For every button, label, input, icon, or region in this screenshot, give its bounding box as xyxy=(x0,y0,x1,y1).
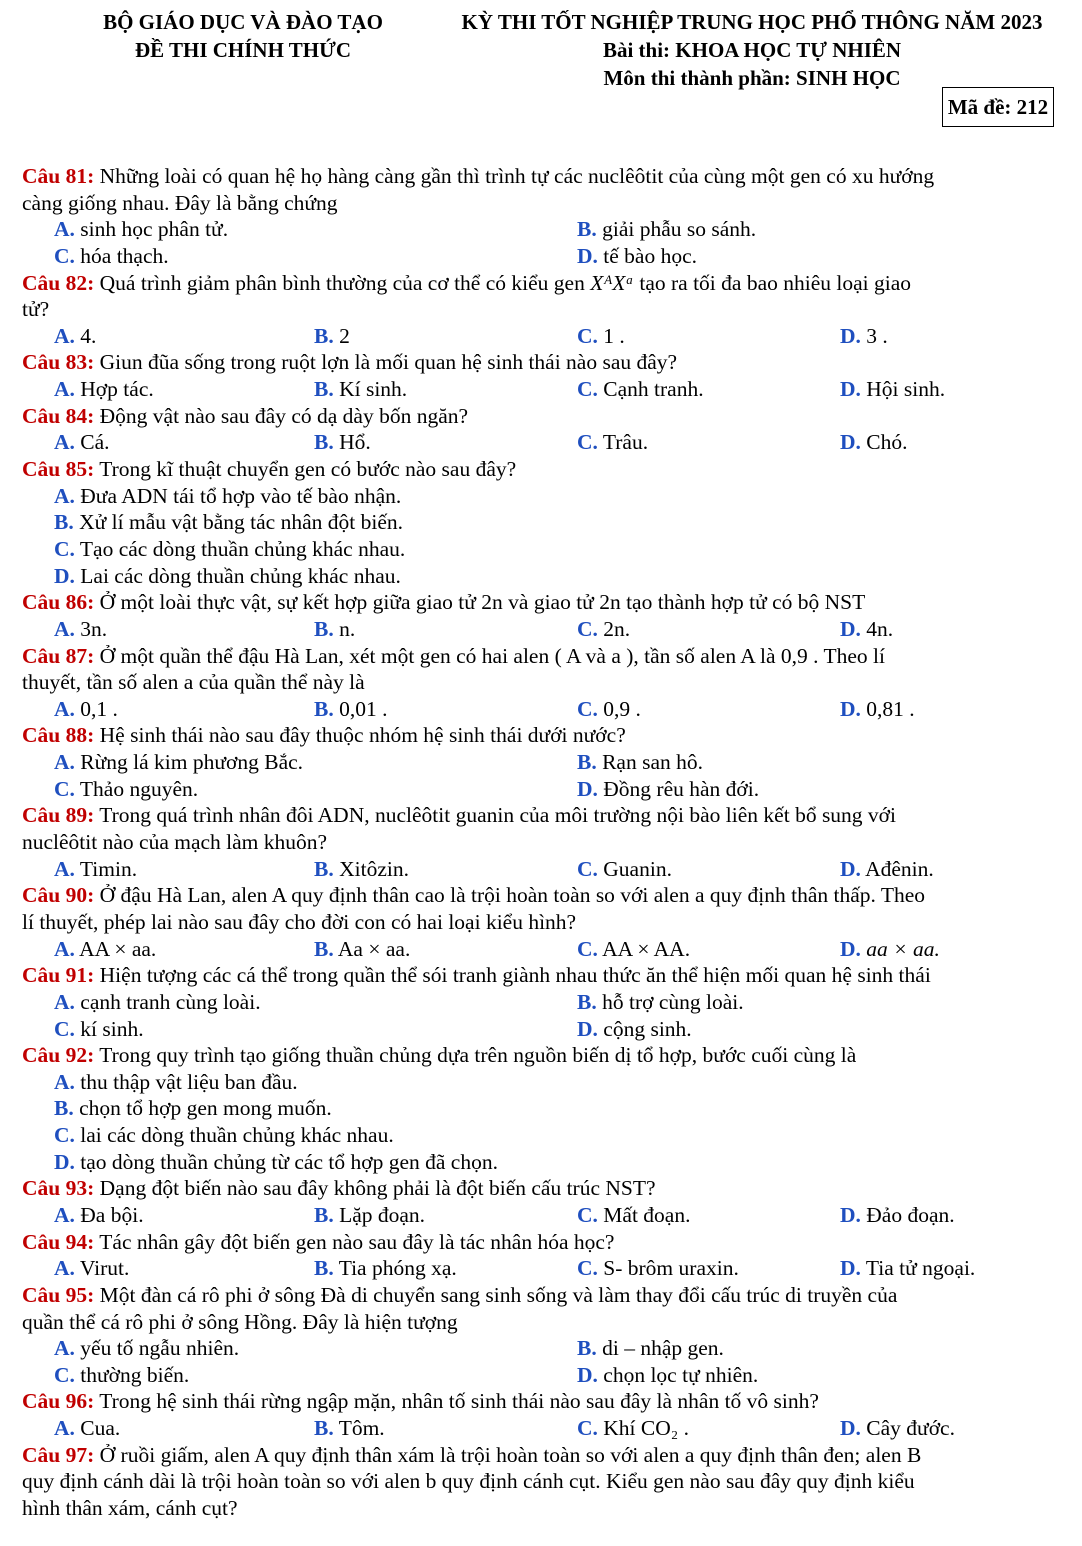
ministry-block xyxy=(78,8,408,64)
option-text: 0,1 . xyxy=(74,696,118,721)
option-text: 3n. xyxy=(74,616,108,641)
option-text: Kí sinh. xyxy=(333,377,408,402)
question-label: Câu 83: xyxy=(22,350,95,375)
option-text: tế bào học. xyxy=(597,243,698,268)
option-text: 3 . xyxy=(860,323,888,348)
option-letter: B. xyxy=(314,696,334,721)
question-89 xyxy=(22,802,1062,829)
option-letter: A. xyxy=(54,989,75,1014)
option-letter: D. xyxy=(840,323,861,348)
option-text: Guanin. xyxy=(597,856,672,881)
option-letter: C. xyxy=(577,430,598,455)
question-label: Câu 81: xyxy=(22,164,95,188)
option-text: Tia tử ngoại. xyxy=(860,1256,976,1281)
question-text: Động vật nào sau đây có dạ dày bốn ngăn? xyxy=(94,403,469,428)
option-c[interactable] xyxy=(577,856,672,883)
option-a[interactable] xyxy=(54,483,401,510)
option-b[interactable] xyxy=(314,616,355,643)
option-d[interactable] xyxy=(54,1149,498,1176)
option-letter: B. xyxy=(314,377,334,402)
question-text: Trong quy trình tạo giống thuần chủng dựa trên nguồn biến dị tổ hợp, bước cuối cùng là xyxy=(94,1043,857,1068)
question-label: Câu 84: xyxy=(22,403,95,428)
option-text: Tôm. xyxy=(333,1416,385,1441)
option-letter: A. xyxy=(54,616,75,641)
question-text-cont: tử? xyxy=(22,297,50,322)
option-text: AA × AA. xyxy=(597,936,691,961)
option-b[interactable] xyxy=(314,856,409,883)
question-92 xyxy=(22,1042,1062,1069)
question-text: Ở một quần thể đậu Hà Lan, xét một gen có hai alen ( A và a ), tần số alen A là 0,9 . Theo lí xyxy=(94,643,886,668)
option-text: 0,01 . xyxy=(333,696,388,721)
option-a[interactable] xyxy=(54,749,303,776)
question-label: Câu 88: xyxy=(22,723,95,748)
question-82 xyxy=(22,270,1062,297)
question-text: Trong hệ sinh thái rừng ngập mặn, nhân tố sinh thái nào sau đây là nhân tố vô sinh? xyxy=(94,1389,819,1414)
option-letter: A. xyxy=(54,696,75,721)
option-letter: C. xyxy=(577,696,598,721)
option-text: Đồng rêu hàn đới. xyxy=(597,776,760,801)
option-text: di – nhập gen. xyxy=(596,1336,724,1361)
question-label: Câu 85: xyxy=(22,457,95,482)
option-text: thường biến. xyxy=(74,1362,190,1387)
option-letter: D. xyxy=(840,936,861,961)
question-91 xyxy=(22,962,1062,989)
option-text: Rạn san hô. xyxy=(596,750,704,775)
option-letter: B. xyxy=(577,989,597,1014)
option-d[interactable] xyxy=(577,1016,692,1043)
exam-info-block xyxy=(432,8,1072,92)
exam-title: KỲ THI TỐT NGHIỆP TRUNG HỌC PHỔ THÔNG NĂM 2023 xyxy=(461,10,1043,34)
question-label: Câu 94: xyxy=(22,1229,95,1254)
options-row xyxy=(22,936,1062,963)
option-d[interactable] xyxy=(840,1415,955,1442)
option-letter: A. xyxy=(54,1202,75,1227)
option-c[interactable] xyxy=(54,1362,189,1389)
question-label: Câu 86: xyxy=(22,590,95,615)
option-b[interactable] xyxy=(577,989,744,1016)
question-text: Ở ruồi giấm, alen A quy định thân xám là trội hoàn toàn so với alen a quy định thân đen; alen B xyxy=(94,1442,922,1467)
question-81 xyxy=(22,163,1062,190)
question-list xyxy=(22,163,1062,1522)
question-label: Câu 96: xyxy=(22,1389,95,1414)
option-d[interactable] xyxy=(577,243,697,270)
option-letter: D. xyxy=(577,776,598,801)
question-text: Hệ sinh thái nào sau đây thuộc nhóm hệ sinh thái dưới nước? xyxy=(94,723,626,748)
option-letter: D. xyxy=(840,1202,861,1227)
options-row xyxy=(22,509,1062,536)
question-label: Câu 92: xyxy=(22,1043,95,1068)
option-text: lai các dòng thuần chủng khác nhau. xyxy=(74,1123,394,1148)
options-row xyxy=(22,429,1062,456)
option-a[interactable] xyxy=(54,989,261,1016)
ministry-name: BỘ GIÁO DỤC VÀ ĐÀO TẠO xyxy=(103,10,383,34)
option-letter: C. xyxy=(577,616,598,641)
option-text: Đưa ADN tái tổ hợp vào tế bào nhận. xyxy=(74,483,402,508)
question-text: Những loài có quan hệ họ hàng càng gần thì trình tự các nuclêôtit của cùng một gen có xu hướng xyxy=(94,164,935,188)
option-a[interactable] xyxy=(54,616,107,643)
option-b[interactable] xyxy=(577,749,703,776)
question-text-cont: càng giống nhau. Đây là bằng chứng xyxy=(22,190,338,215)
option-text: Timin. xyxy=(74,856,138,881)
question-text: Trong kĩ thuật chuyển gen có bước nào sau đây? xyxy=(94,457,517,482)
option-letter: C. xyxy=(577,1202,598,1227)
option-d[interactable] xyxy=(840,323,888,350)
option-text: Cạnh tranh. xyxy=(597,377,704,402)
exam-component: Môn thi thành phần: SINH HỌC xyxy=(603,66,901,90)
option-letter: A. xyxy=(54,323,75,348)
genotype-formula: XᴬXᵃ xyxy=(590,270,634,295)
option-c[interactable] xyxy=(577,936,690,963)
option-text: kí sinh. xyxy=(74,1016,144,1041)
option-d[interactable] xyxy=(840,696,915,723)
option-letter: A. xyxy=(54,377,75,402)
option-letter: B. xyxy=(314,856,334,881)
option-text: hóa thạch. xyxy=(74,243,169,268)
option-letter: B. xyxy=(314,936,334,961)
option-text: chọn tổ hợp gen mong muốn. xyxy=(73,1096,332,1121)
options-row xyxy=(22,323,1062,350)
option-text: aa × aa. xyxy=(860,936,940,961)
question-label: Câu 97: xyxy=(22,1442,95,1467)
option-d[interactable] xyxy=(577,1362,758,1389)
exam-header xyxy=(0,0,1082,130)
question-text: Ở một loài thực vật, sự kết hợp giữa giao tử 2n và giao tử 2n tạo thành hợp tử có bộ NST xyxy=(94,590,866,615)
option-text: 2 xyxy=(333,323,350,348)
option-c[interactable] xyxy=(54,536,405,563)
option-a[interactable] xyxy=(54,216,228,243)
option-a[interactable] xyxy=(54,429,110,456)
option-text: thu thập vật liệu ban đầu. xyxy=(74,1069,298,1094)
option-a[interactable] xyxy=(54,1335,239,1362)
option-letter: C. xyxy=(54,1123,75,1148)
question-text-cont: quy định cánh dài là trội hoàn toàn so với alen b quy định cánh cụt. Kiểu gen nào sau đây quy định kiểu xyxy=(22,1469,915,1494)
question-text-cont: hình thân xám, cánh cụt? xyxy=(22,1496,238,1521)
option-text: Cá. xyxy=(74,430,110,455)
question-label: Câu 95: xyxy=(22,1282,95,1307)
option-b[interactable] xyxy=(314,323,350,350)
option-letter: B. xyxy=(577,1336,597,1361)
option-text: Hổ. xyxy=(333,430,371,455)
option-text: cạnh tranh cùng loài. xyxy=(74,989,261,1014)
option-text: Mất đoạn. xyxy=(597,1202,691,1227)
question-text: Một đàn cá rô phi ở sông Đà di chuyển sang sinh sống và làm thay đổi cấu trúc di truyền của xyxy=(94,1282,898,1307)
option-c[interactable] xyxy=(577,1415,689,1442)
option-b[interactable] xyxy=(314,1202,425,1229)
option-letter: B. xyxy=(314,616,334,641)
question-text: Ở đậu Hà Lan, alen A quy định thân cao là trội hoàn toàn so với alen a quy định thân thấp. Theo xyxy=(94,883,926,908)
option-text: Khí CO₂ . xyxy=(597,1416,690,1441)
option-a[interactable] xyxy=(54,696,118,723)
option-letter: A. xyxy=(54,430,75,455)
options-row xyxy=(22,483,1062,510)
option-c[interactable] xyxy=(54,243,169,270)
question-label: Câu 91: xyxy=(22,963,95,988)
option-text: Hợp tác. xyxy=(74,377,154,402)
option-d[interactable] xyxy=(840,856,934,883)
option-b[interactable] xyxy=(54,1095,332,1122)
option-letter: B. xyxy=(577,750,597,775)
option-text: 2n. xyxy=(597,616,631,641)
option-letter: C. xyxy=(577,1416,598,1441)
option-text: 4. xyxy=(74,323,97,348)
question-label: Câu 87: xyxy=(22,643,95,668)
question-text: Hiện tượng các cá thể trong quần thể sói tranh giành nhau thức ăn thể hiện mối quan hệ sinh thái xyxy=(94,963,931,988)
question-label: Câu 89: xyxy=(22,803,95,828)
option-text: Xitôzin. xyxy=(333,856,409,881)
option-text: hỗ trợ cùng loài. xyxy=(596,989,744,1014)
question-label: Câu 82: xyxy=(22,270,95,295)
option-letter: D. xyxy=(840,856,861,881)
option-text: Tia phóng xạ. xyxy=(333,1256,457,1281)
option-a[interactable] xyxy=(54,1202,144,1229)
option-letter: C. xyxy=(577,377,598,402)
option-letter: C. xyxy=(54,243,75,268)
option-a[interactable] xyxy=(54,936,156,963)
options-row xyxy=(22,776,1062,803)
option-letter: B. xyxy=(314,430,334,455)
option-text: Rừng lá kim phương Bắc. xyxy=(74,750,304,775)
option-letter: C. xyxy=(54,1016,75,1041)
options-row xyxy=(22,696,1062,723)
option-text: 0,9 . xyxy=(597,696,641,721)
option-b[interactable] xyxy=(577,1335,724,1362)
option-text: 4n. xyxy=(860,616,894,641)
option-text: giải phẫu so sánh. xyxy=(596,217,757,242)
option-letter: D. xyxy=(840,430,861,455)
option-a[interactable] xyxy=(54,1069,298,1096)
option-letter: D. xyxy=(840,1256,861,1281)
options-row xyxy=(22,1122,1062,1149)
option-letter: B. xyxy=(314,1202,334,1227)
option-b[interactable] xyxy=(314,376,407,403)
question-text-cont: lí thuyết, phép lai nào sau đây cho đời con có hai loại kiểu hình? xyxy=(22,909,577,934)
option-letter: C. xyxy=(577,936,598,961)
option-text: Lặp đoạn. xyxy=(333,1202,426,1227)
option-a[interactable] xyxy=(54,1255,129,1282)
option-c[interactable] xyxy=(54,1016,144,1043)
option-d[interactable] xyxy=(577,776,759,803)
options-row xyxy=(22,1016,1062,1043)
option-c[interactable] xyxy=(54,776,198,803)
option-text: Aa × aa. xyxy=(333,936,411,961)
option-letter: D. xyxy=(577,243,598,268)
option-b[interactable] xyxy=(314,936,410,963)
options-row xyxy=(22,1415,1062,1442)
options-row xyxy=(22,1095,1062,1122)
option-d[interactable] xyxy=(840,936,940,963)
option-c[interactable] xyxy=(577,1255,739,1282)
question-text: Quá trình giảm phân bình thường của cơ thể có kiểu gen xyxy=(94,270,591,295)
option-letter: A. xyxy=(54,1256,75,1281)
option-c[interactable] xyxy=(577,1202,690,1229)
option-d[interactable] xyxy=(840,429,908,456)
option-text: Đa bội. xyxy=(74,1202,144,1227)
option-letter: A. xyxy=(54,217,75,242)
option-text: S- brôm uraxin. xyxy=(597,1256,739,1281)
option-letter: A. xyxy=(54,483,75,508)
option-letter: B. xyxy=(54,510,74,535)
options-row xyxy=(22,243,1062,270)
option-letter: B. xyxy=(577,217,597,242)
option-letter: A. xyxy=(54,936,75,961)
options-row xyxy=(22,989,1062,1016)
option-a[interactable] xyxy=(54,376,154,403)
option-text: Cây đước. xyxy=(860,1416,955,1441)
option-letter: A. xyxy=(54,1336,75,1361)
option-text: Lai các dòng thuần chủng khác nhau. xyxy=(74,563,401,588)
options-row xyxy=(22,616,1062,643)
question-90 xyxy=(22,882,1062,909)
option-letter: A. xyxy=(54,1069,75,1094)
options-row xyxy=(22,376,1062,403)
options-row xyxy=(22,1255,1062,1282)
option-letter: C. xyxy=(54,536,75,561)
option-letter: B. xyxy=(314,1256,334,1281)
options-row xyxy=(22,563,1062,590)
exam-code: Mã đề: 212 xyxy=(942,87,1054,127)
question-text: Tác nhân gây đột biến gen nào sau đây là tác nhân hóa học? xyxy=(94,1229,615,1254)
option-c[interactable] xyxy=(577,323,625,350)
option-text: Đảo đoạn. xyxy=(860,1202,955,1227)
options-row xyxy=(22,856,1062,883)
option-letter: C. xyxy=(577,1256,598,1281)
option-d[interactable] xyxy=(840,376,945,403)
question-text: Giun đũa sống trong ruột lợn là mối quan hệ sinh thái nào sau đây? xyxy=(94,350,678,375)
option-letter: C. xyxy=(54,776,75,801)
exam-subject: Bài thi: KHOA HỌC TỰ NHIÊN xyxy=(602,38,902,62)
question-97 xyxy=(22,1442,1062,1469)
option-text: Virut. xyxy=(74,1256,130,1281)
option-d[interactable] xyxy=(840,1255,975,1282)
option-letter: D. xyxy=(840,377,861,402)
question-text: tạo ra tối đa bao nhiêu loại giao xyxy=(633,270,912,295)
question-text: Dạng đột biến nào sau đây không phải là đột biến cấu trúc NST? xyxy=(94,1176,656,1201)
options-row xyxy=(22,1069,1062,1096)
options-row xyxy=(22,749,1062,776)
options-row xyxy=(22,1149,1062,1176)
option-c[interactable] xyxy=(577,429,648,456)
option-letter: A. xyxy=(54,1416,75,1441)
question-86 xyxy=(22,589,1062,616)
option-letter: D. xyxy=(577,1016,598,1041)
option-text: Xử lí mẫu vật bằng tác nhân đột biến. xyxy=(73,510,404,535)
option-text: AA × aa. xyxy=(74,936,157,961)
option-b[interactable] xyxy=(54,509,403,536)
option-c[interactable] xyxy=(577,616,630,643)
option-text: Thảo nguyên. xyxy=(74,776,199,801)
option-letter: B. xyxy=(314,323,334,348)
option-letter: D. xyxy=(840,1416,861,1441)
question-93 xyxy=(22,1175,1062,1202)
option-b[interactable] xyxy=(577,216,756,243)
question-88 xyxy=(22,722,1062,749)
question-85 xyxy=(22,456,1062,483)
option-text: n. xyxy=(333,616,356,641)
option-letter: B. xyxy=(54,1096,74,1121)
option-text: yếu tố ngẫu nhiên. xyxy=(74,1336,240,1361)
options-row xyxy=(22,1335,1062,1362)
option-d[interactable] xyxy=(840,616,893,643)
option-letter: D. xyxy=(54,1149,75,1174)
question-83 xyxy=(22,349,1062,376)
option-text: cộng sinh. xyxy=(597,1016,692,1041)
question-94 xyxy=(22,1229,1062,1256)
official-exam-label: ĐỀ THI CHÍNH THỨC xyxy=(134,38,352,62)
question-text-cont: thuyết, tần số alen a của quần thể này là xyxy=(22,670,365,695)
option-letter: D. xyxy=(577,1362,598,1387)
option-letter: D. xyxy=(54,563,75,588)
option-text: Ađênin. xyxy=(860,856,934,881)
option-text: Hội sinh. xyxy=(860,377,946,402)
option-text: chọn lọc tự nhiên. xyxy=(597,1362,759,1387)
option-text: sinh học phân tử. xyxy=(74,217,229,242)
option-c[interactable] xyxy=(577,696,641,723)
option-b[interactable] xyxy=(314,696,387,723)
question-text-cont: quần thể cá rô phi ở sông Hồng. Đây là hiện tượng xyxy=(22,1309,458,1334)
option-letter: A. xyxy=(54,856,75,881)
option-b[interactable] xyxy=(314,1415,385,1442)
option-c[interactable] xyxy=(54,1122,394,1149)
option-a[interactable] xyxy=(54,856,137,883)
options-row xyxy=(22,1202,1062,1229)
option-letter: A. xyxy=(54,750,75,775)
question-text: Trong quá trình nhân đôi ADN, nuclêôtit guanin của môi trường nội bào liên kết bổ sung với xyxy=(94,803,897,828)
option-d[interactable] xyxy=(54,563,401,590)
option-text: 0,81 . xyxy=(860,696,915,721)
question-96 xyxy=(22,1388,1062,1415)
option-letter: C. xyxy=(577,323,598,348)
option-text: Cua. xyxy=(74,1416,121,1441)
question-label: Câu 90: xyxy=(22,883,95,908)
option-letter: D. xyxy=(840,616,861,641)
option-text: 1 . xyxy=(597,323,625,348)
options-row xyxy=(22,216,1062,243)
option-text: Trâu. xyxy=(597,430,649,455)
option-text: tạo dòng thuần chủng từ các tổ hợp gen đã chọn. xyxy=(74,1149,498,1174)
option-d[interactable] xyxy=(840,1202,955,1229)
option-letter: B. xyxy=(314,1416,334,1441)
option-a[interactable] xyxy=(54,323,96,350)
option-letter: C. xyxy=(577,856,598,881)
options-row xyxy=(22,1362,1062,1389)
option-b[interactable] xyxy=(314,1255,457,1282)
option-letter: D. xyxy=(840,696,861,721)
question-84 xyxy=(22,403,1062,430)
option-letter: C. xyxy=(54,1362,75,1387)
question-87 xyxy=(22,643,1062,670)
option-text: Chó. xyxy=(860,430,908,455)
question-95 xyxy=(22,1282,1062,1309)
question-label: Câu 93: xyxy=(22,1176,95,1201)
option-c[interactable] xyxy=(577,376,704,403)
option-text: Tạo các dòng thuần chủng khác nhau. xyxy=(74,536,406,561)
options-row xyxy=(22,536,1062,563)
question-text-cont: nuclêôtit nào của mạch làm khuôn? xyxy=(22,830,328,855)
option-b[interactable] xyxy=(314,429,371,456)
option-a[interactable] xyxy=(54,1415,120,1442)
